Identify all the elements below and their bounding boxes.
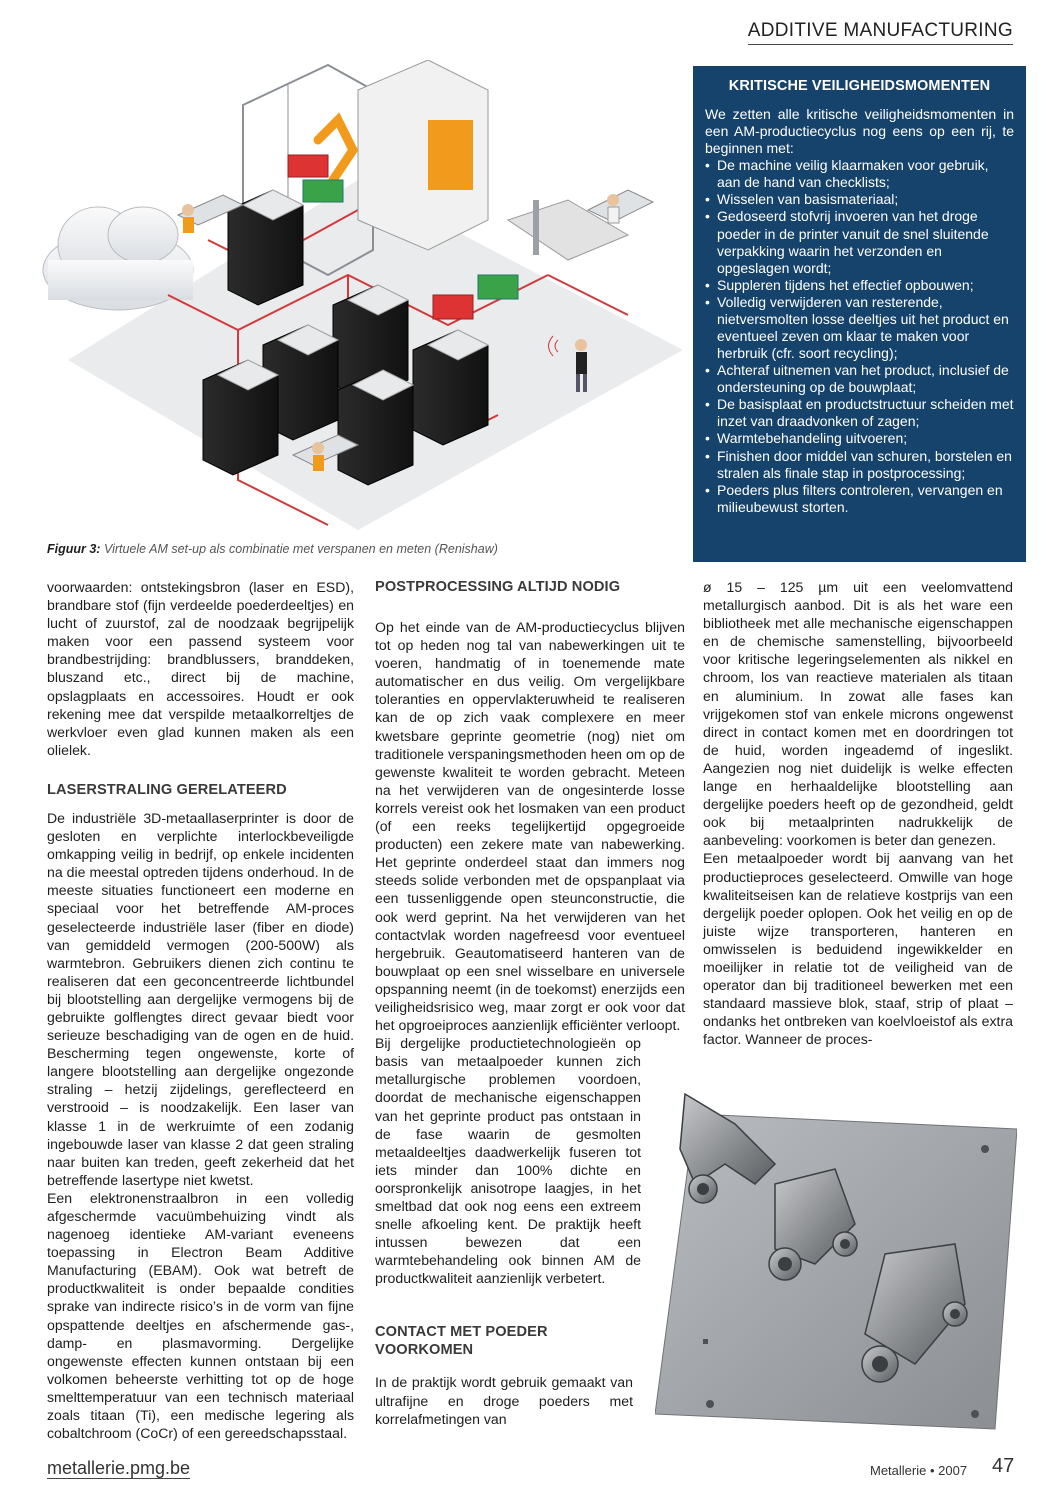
- build-plate-photo: [655, 1074, 1017, 1434]
- sidebar-item: • Achteraf uitnemen van het product, inclusief de ondersteuning op de bouwplaat;: [705, 362, 1014, 396]
- sidebar-item: • Suppleren tijdens het effectief opbouwen;: [705, 277, 1014, 294]
- page-number: 47: [992, 1455, 1015, 1477]
- sidebar-item: • De basisplaat en productstructuur scheiden met inzet van draadvonken of zagen;: [705, 396, 1014, 430]
- sidebar-item: • Gedoseerd stofvrij invoeren van het droge poeder in de printer vanuit de snel sluitende verpakking waarin het verzonden en opgeslagen wordt;: [705, 208, 1014, 276]
- footer-url-text[interactable]: metallerie.pmg.be: [47, 1458, 191, 1478]
- article-column-2: [375, 578, 685, 1428]
- sidebar-item: • Wisselen van basismateriaal;: [705, 191, 1014, 208]
- figure-caption: [47, 542, 677, 556]
- article-column-3: [703, 578, 1013, 1048]
- safety-sidebar: [693, 66, 1026, 562]
- paragraph: ø 15 – 125 µm uit een veelomvattend metallurgisch aanbod. Dit is als het ware een bibliotheek met alle mechanische eigenschappen en de chemische samenstelling, bijvoorbeeld voor kritische legeringselementen als nikkel en chroom, los van reactieve materialen als titaan en aluminium. In zowat alle fases kan vrijgekomen stof van enkele microns ongewenst direct in contact komen met en doordringen tot de huid, worden ingeademd of ingeslikt. Aangezien nog niet duidelijk is welke effecten lange en herhaaldelijke blootstelling aan dergelijke poeders heeft op de gezondheid, geldt ook bij metaalprinten nadrukkelijk de aanbeveling: voorkomen is beter dan genezen.: [703, 579, 1013, 849]
- sidebar-item: • Warmtebehandeling uitvoeren;: [705, 430, 1014, 447]
- subheading-postprocessing: POSTPROCESSING ALTIJD NODIG: [375, 579, 621, 595]
- subheading-contact-poeder: CONTACT MET POEDER VOORKOMEN: [375, 1324, 548, 1359]
- paragraph: Een elektronenstraalbron in een volledig afgeschermde vacuümbehuizing vindt als nagenoeg identieke AM-variant eveneens toepassing in Electron Beam Additive Manufacturing (EBAM). Ook wat betreft de productkwaliteit is onder bepaalde condities sprake van indirecte risico’s in de vorm van fijne opspattende deeltjes en afschermende gas-, damp- en plasmavorming. Dergelijke ongewenste effecten kunnen ontstaan bij een volkomen beheerste verhitting tot op de hoge smelttemperatuur van een technisch materiaal zoals titaan (Ti), een medische legering als cobaltchroom (CoCr) of een gereedschapsstaal.: [47, 1189, 354, 1442]
- paragraph: Een metaalpoeder wordt bij aanvang van het productieproces geselecteerd. Omwille van hoge kwaliteitseisen kan de relatieve kostprijs van een dergelijk poeder oplopen. Ook het veilig en op de juiste wijze transporteren, hanteren en omwisselen is beduidend ingewikkelder en moeilijker in relatie tot de veiligheid van de operator dan bij traditioneel bewerken met een standaard massieve blok, staaf, strip of plaat – ondanks het ontbreken van koelvloeistof als extra factor. Wanneer de proces-: [703, 850, 1013, 1048]
- paragraph: Op het einde van de AM-productiecyclus blijven tot op heden nog tal van nabewerkingen uit te voeren, handmatig of in toenemende mate automatischer en dus veilig. Om vergelijkbare toleranties en oppervlakteruwheid te realiseren kan de op zich vaak complexere en meer kwetsbare geprinte geometrie (nog) niet om traditionele verspaningsmethoden heen om op de gewenste kwaliteit te worden gebracht. Meteen na het verwijderen van de ongesinterde losse korrels vereist ook het losmaken van een product (of een reeks tegelijkertijd opgegroeide producten) een zekere mate van nabewerking. Het geprinte onderdeel staat dan immers nog steeds solide verbonden met de opspanplaat via een tussenliggende open steunconstructie, die ook werd geprint. Na het verwijderen van het contactvlak worden nagefreesd voor eventueel hergebruik. Geautomatiseerd hanteren van de bouwplaat op een snel wisselbare en universele opspanning neemt (in de toekomst) enerzijds een veiligheidsrisico weg, maar zorgt er ook voor dat het opgroeiproces aanzienlijk efficiënter verloopt.: [375, 619, 685, 1034]
- footer-url[interactable]: [47, 1458, 190, 1479]
- figure-caption-text: Virtuele AM set-up als combinatie met verspanen en meten (Renishaw): [103, 542, 498, 556]
- sidebar-item: • Volledig verwijderen van resterende, nietversmolten losse deeltjes uit het product en eventueel zeven om klaar te maken voor herbruik (cfr. soort recycling);: [705, 294, 1014, 362]
- footer-magazine: Metallerie • 2007: [870, 1463, 968, 1478]
- sidebar-item: • Poeders plus filters controleren, vervangen en milieubewust storten.: [705, 482, 1014, 516]
- sidebar-intro: We zetten alle kritische veiligheidsmomenten in een AM-productiecyclus nog eens op een rij, te beginnen met:: [705, 106, 1014, 157]
- sidebar-title: KRITISCHE VEILIGHEIDSMOMENTEN: [728, 78, 991, 94]
- cloud-icon: [43, 207, 193, 310]
- sidebar-item: • Finishen door middel van schuren, borstelen en stralen als finale stap in postprocessing;: [705, 448, 1014, 482]
- article-column-1: [47, 578, 354, 1442]
- subheading-laserstraling: LASERSTRALING GERELATEERD: [47, 781, 287, 798]
- am-setup-illustration: [28, 60, 688, 530]
- paragraph: In de praktijk wordt gebruik gemaakt van ultrafijne en droge poeders met korrelafmetingen van: [375, 1374, 633, 1427]
- paragraph: voorwaarden: ontstekingsbron (laser en ESD), brandbare stof (fijn verdeelde poederdeeltjes) en lucht of zuurstof, zal de noodzaak begrijpelijk maken voor een passend systeem voor brandbestrijding: brandblussers, branddeken, bluszand etc., direct bij de machine, opslagplaats en accessoires. Houdt er ook rekening mee dat verspilde metaalkorreltjes de werkvloer even glad kunnen maken als een olielek.: [47, 579, 354, 758]
- figure-label: Figuur 3:: [47, 542, 101, 556]
- section-header: ADDITIVE MANUFACTURING: [748, 20, 1013, 45]
- paragraph: De industriële 3D-metaallaserprinter is door de gesloten en verplichte interlockbeveiligde omkapping veilig in bedrijf, op enkele incidenten na die meestal optreden tijdens onderhoud. In de meeste situaties functioneert een moderne en speciaal voor het betreffende AM-proces geselecteerde industriële laser (fiber en diode) van gemiddeld vermogen (200-500W) als warmtebron. Gebruikers dienen zich continu te realiseren dat een geconcentreerde lichtbundel bij blootstelling aan dergelijke vermogens bij de gebruikte golflengtes direct gevaar biedt voor serieuze beschadiging van de ogen en de huid. Bescherming tegen ongewenste, korte of langere blootstelling aan dergelijke ongezonde straling – hetzij zijdelings, gereflecteerd en verstrooid – is noodzakelijk. Een laser van klasse 1 in de werkruimte of een zodanig ingebouwde laser van klasse 2 dat geen straling naar buiten kan treden, geeft zekerheid dat het betreffende lasertype niet kwetst.: [47, 809, 354, 1188]
- sidebar-item: • De machine veilig klaarmaken voor gebruik, aan de hand van checklists;: [705, 157, 1014, 191]
- paragraph: Bij dergelijke productietechnologieën op basis van metaalpoeder kunnen zich metallurgische problemen voordoen, doordat de mechanische eigenschappen van het geprinte product pas ontstaan in de fase waarin de gesmolten metaaldeeltjes daadwerkelijk fuseren tot iets minder dan 100% dichte en oorspronkelijk anisotrope laagjes, in het smeltbad dat ook nog eens een extreem snelle afkoeling kent. De praktijk heeft intussen bewezen dat een warmtebehandeling ook binnen AM de productkwaliteit aanzienlijk verbetert.: [375, 1035, 641, 1287]
- sidebar-list: [705, 157, 1014, 516]
